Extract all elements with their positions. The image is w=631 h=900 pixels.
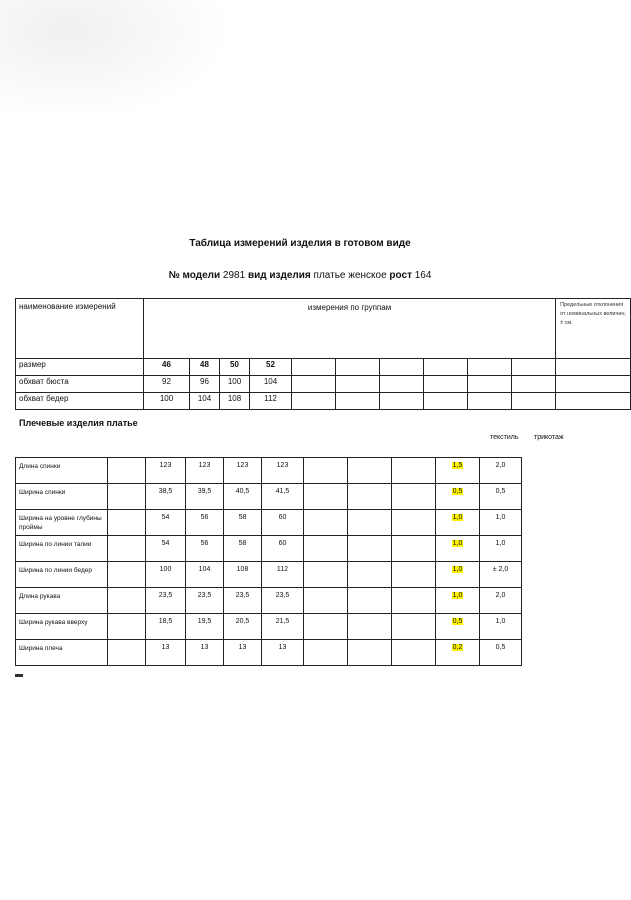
highlighted-value: 1,0 [452, 540, 463, 547]
knit-tolerance: 0,5 [480, 484, 522, 510]
table-row [16, 640, 581, 666]
highlighted-value: 1,0 [452, 514, 463, 521]
cell: 20,5 [224, 614, 262, 640]
cell: 54 [146, 510, 186, 536]
cell: 112 [262, 562, 304, 588]
table-row [16, 393, 631, 410]
cell: 96 [190, 376, 220, 393]
cell: 58 [224, 510, 262, 536]
empty-cell [392, 458, 436, 484]
knit-tolerance: 1,0 [480, 510, 522, 536]
size-table [15, 298, 631, 410]
empty-cell [304, 510, 348, 536]
empty-cell [348, 562, 392, 588]
empty-cell [304, 588, 348, 614]
table-row [16, 458, 581, 484]
textile-tolerance [436, 640, 480, 666]
cell: 23,5 [262, 588, 304, 614]
row-label: Длина рукава [16, 588, 108, 614]
table-row [16, 510, 581, 536]
cell: 39,5 [186, 484, 224, 510]
cell: 48 [190, 359, 220, 376]
document-title: Таблица измерений изделия в готовом виде [189, 238, 411, 249]
cell: 108 [224, 562, 262, 588]
empty-cell [108, 458, 146, 484]
cell: 52 [250, 359, 292, 376]
cell: 123 [186, 458, 224, 484]
row-label: Ширина рукава вверху [16, 614, 108, 640]
highlighted-value: 0,2 [452, 644, 463, 651]
empty-cell [348, 510, 392, 536]
row-label: размер [16, 359, 144, 376]
empty-cell [392, 562, 436, 588]
empty-cell [304, 484, 348, 510]
scan-shadow [0, 0, 230, 120]
cut-off-text [15, 674, 23, 677]
cell: 56 [186, 510, 224, 536]
empty-cell [304, 562, 348, 588]
empty-cell [348, 536, 392, 562]
highlighted-value: 0,5 [452, 488, 463, 495]
knit-header: трикотаж [534, 434, 564, 441]
cell: 112 [250, 393, 292, 410]
cell: 23,5 [224, 588, 262, 614]
textile-tolerance [436, 536, 480, 562]
textile-header: текстиль [490, 434, 519, 441]
empty-cell [348, 640, 392, 666]
empty-cell [392, 536, 436, 562]
cell: 60 [262, 510, 304, 536]
row-label: Ширина спинки [16, 484, 108, 510]
cell: 46 [144, 359, 190, 376]
textile-tolerance [436, 458, 480, 484]
empty-cell [392, 588, 436, 614]
row-label: Ширина плеча [16, 640, 108, 666]
table-row [16, 359, 631, 376]
cell: 104 [186, 562, 224, 588]
empty-cell [108, 484, 146, 510]
empty-cell [348, 614, 392, 640]
groups-header: измерения по группам [144, 299, 556, 359]
type-value: платье женское [313, 270, 387, 281]
table-row [16, 376, 631, 393]
table-row [16, 614, 581, 640]
highlighted-value: 1,5 [452, 462, 463, 469]
knit-tolerance: 1,0 [480, 614, 522, 640]
empty-cell [348, 588, 392, 614]
cell: 19,5 [186, 614, 224, 640]
height-label: рост [389, 270, 412, 281]
knit-tolerance: 2,0 [480, 458, 522, 484]
cell: 13 [224, 640, 262, 666]
row-label: Ширина по линии талии [16, 536, 108, 562]
cell: 104 [250, 376, 292, 393]
cell: 41,5 [262, 484, 304, 510]
cell: 21,5 [262, 614, 304, 640]
textile-tolerance [436, 484, 480, 510]
row-label: Длина спинки [16, 458, 108, 484]
cell: 104 [190, 393, 220, 410]
cell: 40,5 [224, 484, 262, 510]
row-label: Ширина на уровне глубины проймы [16, 510, 108, 536]
cell: 13 [146, 640, 186, 666]
cell: 123 [262, 458, 304, 484]
knit-tolerance: ± 2,0 [480, 562, 522, 588]
empty-cell [392, 484, 436, 510]
empty-cell [108, 640, 146, 666]
tolerance-header: Предельные отклонения от номинальных величин, ± см. [556, 299, 631, 359]
cell: 123 [224, 458, 262, 484]
cell: 13 [186, 640, 224, 666]
empty-cell [348, 484, 392, 510]
row-label: Ширина по линии бедер [16, 562, 108, 588]
row-label: обхват бедер [16, 393, 144, 410]
highlighted-value: 1,0 [452, 592, 463, 599]
empty-cell [392, 510, 436, 536]
table-row [16, 484, 581, 510]
empty-cell [108, 536, 146, 562]
table-row [16, 536, 581, 562]
document-subtitle [0, 270, 600, 281]
cell: 100 [146, 562, 186, 588]
name-header: наименование измерений [16, 299, 144, 359]
cell: 23,5 [186, 588, 224, 614]
knit-tolerance: 1,0 [480, 536, 522, 562]
cell: 92 [144, 376, 190, 393]
empty-cell [108, 562, 146, 588]
textile-tolerance [436, 562, 480, 588]
cell: 58 [224, 536, 262, 562]
empty-cell [304, 640, 348, 666]
cell: 38,5 [146, 484, 186, 510]
model-label: № модели [168, 270, 221, 281]
cell: 56 [186, 536, 224, 562]
empty-cell [108, 614, 146, 640]
empty-cell [348, 458, 392, 484]
textile-tolerance [436, 588, 480, 614]
empty-cell [392, 614, 436, 640]
cell: 100 [144, 393, 190, 410]
knit-tolerance: 0,5 [480, 640, 522, 666]
empty-cell [108, 588, 146, 614]
textile-tolerance [436, 614, 480, 640]
highlighted-value: 1,0 [452, 566, 463, 573]
empty-cell [304, 614, 348, 640]
height-value: 164 [414, 270, 432, 281]
cell: 100 [220, 376, 250, 393]
empty-cell [304, 458, 348, 484]
cell: 108 [220, 393, 250, 410]
section-title: Плечевые изделия платье [19, 418, 138, 428]
cell: 13 [262, 640, 304, 666]
highlighted-value: 0,5 [452, 618, 463, 625]
empty-cell [304, 536, 348, 562]
cell: 54 [146, 536, 186, 562]
cell: 18,5 [146, 614, 186, 640]
table-row [16, 562, 581, 588]
cell: 60 [262, 536, 304, 562]
measurements-table [15, 457, 581, 666]
cell: 50 [220, 359, 250, 376]
cell: 123 [146, 458, 186, 484]
row-label: обхват бюста [16, 376, 144, 393]
model-value: 2981 [222, 270, 246, 281]
empty-cell [108, 510, 146, 536]
textile-tolerance [436, 510, 480, 536]
empty-cell [392, 640, 436, 666]
knit-tolerance: 2,0 [480, 588, 522, 614]
type-label: вид изделия [247, 270, 311, 281]
table-row [16, 588, 581, 614]
cell: 23,5 [146, 588, 186, 614]
